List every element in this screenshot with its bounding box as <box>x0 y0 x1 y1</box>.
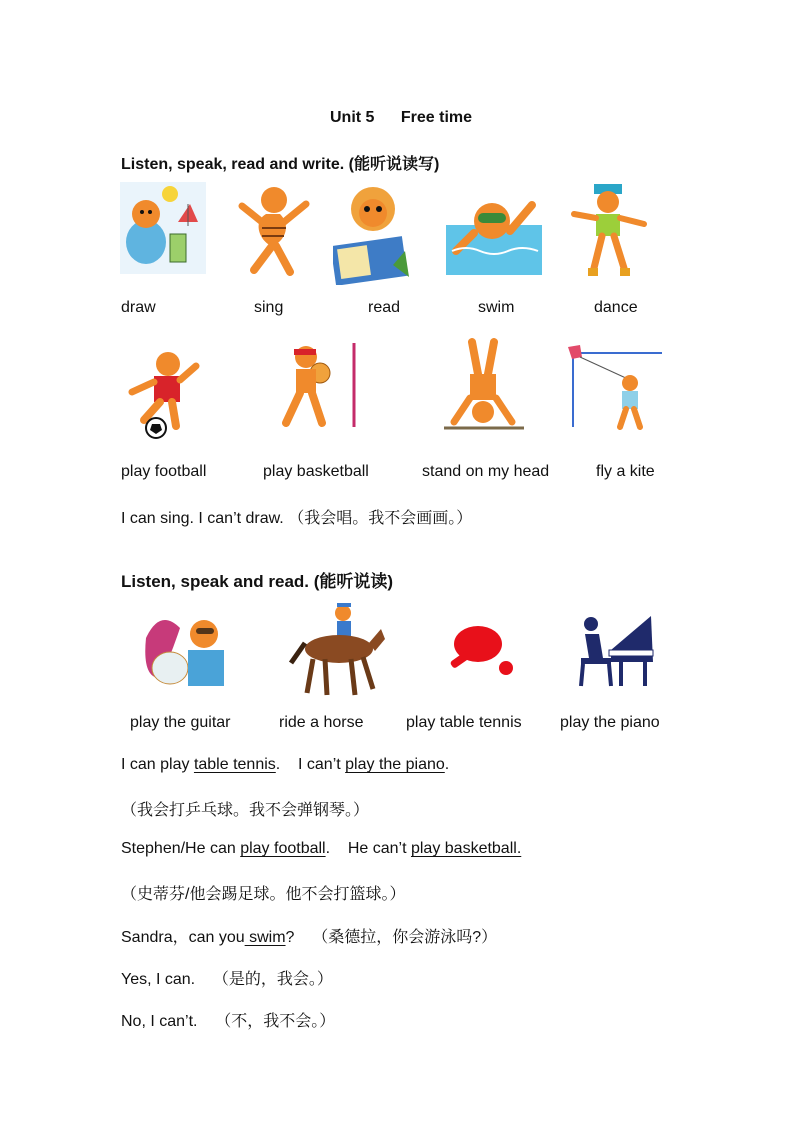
ride-a-horse-picture <box>285 603 385 700</box>
play-table-tennis-picture <box>440 622 518 677</box>
label-play-the-piano: play the piano <box>560 714 660 731</box>
s1-blank-1: table tennis <box>193 756 276 773</box>
section1-sentence: I can sing. I can’t draw. （我会唱。我不会画画。） <box>121 510 473 527</box>
label-fly-a-kite: fly a kite <box>596 463 655 480</box>
page-title <box>330 109 472 127</box>
label-dance: dance <box>594 299 638 316</box>
s3-blank: swim <box>244 929 286 946</box>
fly-a-kite-picture <box>568 345 664 430</box>
play-basketball-picture <box>272 343 357 428</box>
sentence-i-can-play <box>121 756 449 774</box>
s2-part-c: . He can’t <box>325 840 411 857</box>
label-play-table-tennis: play table tennis <box>406 714 522 731</box>
dance-picture <box>568 184 650 279</box>
sentence-stephen-can <box>121 840 521 858</box>
swim-picture <box>446 185 544 277</box>
s1-part-e: . <box>444 756 450 773</box>
s2-blank-1: play football <box>240 840 326 857</box>
section2-heading: Listen, speak and read. (能听说读) <box>121 572 394 591</box>
label-draw: draw <box>121 299 156 316</box>
unit-topic: Free time <box>400 109 473 126</box>
label-ride-a-horse: ride a horse <box>279 714 364 731</box>
s1-part-c: . I can’t <box>275 756 346 773</box>
play-the-guitar-picture <box>140 608 235 690</box>
s3-part-a: Sandra，can you <box>121 929 245 946</box>
sentence-sandra-question <box>121 924 497 947</box>
sentence-i-can-play-chinese: （我会打乒乓球。我不会弹钢琴。） <box>121 802 370 819</box>
play-the-piano-picture <box>575 612 657 690</box>
label-play-basketball: play basketball <box>263 463 369 480</box>
unit-number: Unit 5 <box>330 109 375 126</box>
sentence-no-i-cant: No, I can’t. （不，我不会。） <box>121 1013 336 1030</box>
s3-part-c: ? （桑德拉，你会游泳吗?） <box>285 929 498 946</box>
s1-part-a: I can play <box>121 756 194 773</box>
draw-picture <box>112 182 207 277</box>
label-sing: sing <box>254 299 284 316</box>
sentence-stephen-can-chinese: （史蒂芬/他会踢足球。他不会打篮球。） <box>121 886 406 903</box>
s1-blank-2: play the piano <box>345 756 445 773</box>
sing-picture <box>232 182 317 279</box>
label-stand-on-my-head: stand on my head <box>422 463 550 480</box>
s2-blank-2: play basketball. <box>410 840 522 857</box>
s2-part-a: Stephen/He can <box>121 840 241 857</box>
label-play-the-guitar: play the guitar <box>130 714 231 731</box>
stand-on-my-head-picture <box>440 338 525 430</box>
label-read: read <box>368 299 401 316</box>
section1-heading: Listen, speak, read and write. (能听说读写) <box>121 156 440 173</box>
play-football-picture <box>120 350 205 440</box>
sentence-yes-i-can: Yes, I can. （是的，我会。） <box>121 971 333 988</box>
read-picture <box>333 185 413 285</box>
label-play-football: play football <box>121 463 207 480</box>
label-swim: swim <box>478 299 515 316</box>
